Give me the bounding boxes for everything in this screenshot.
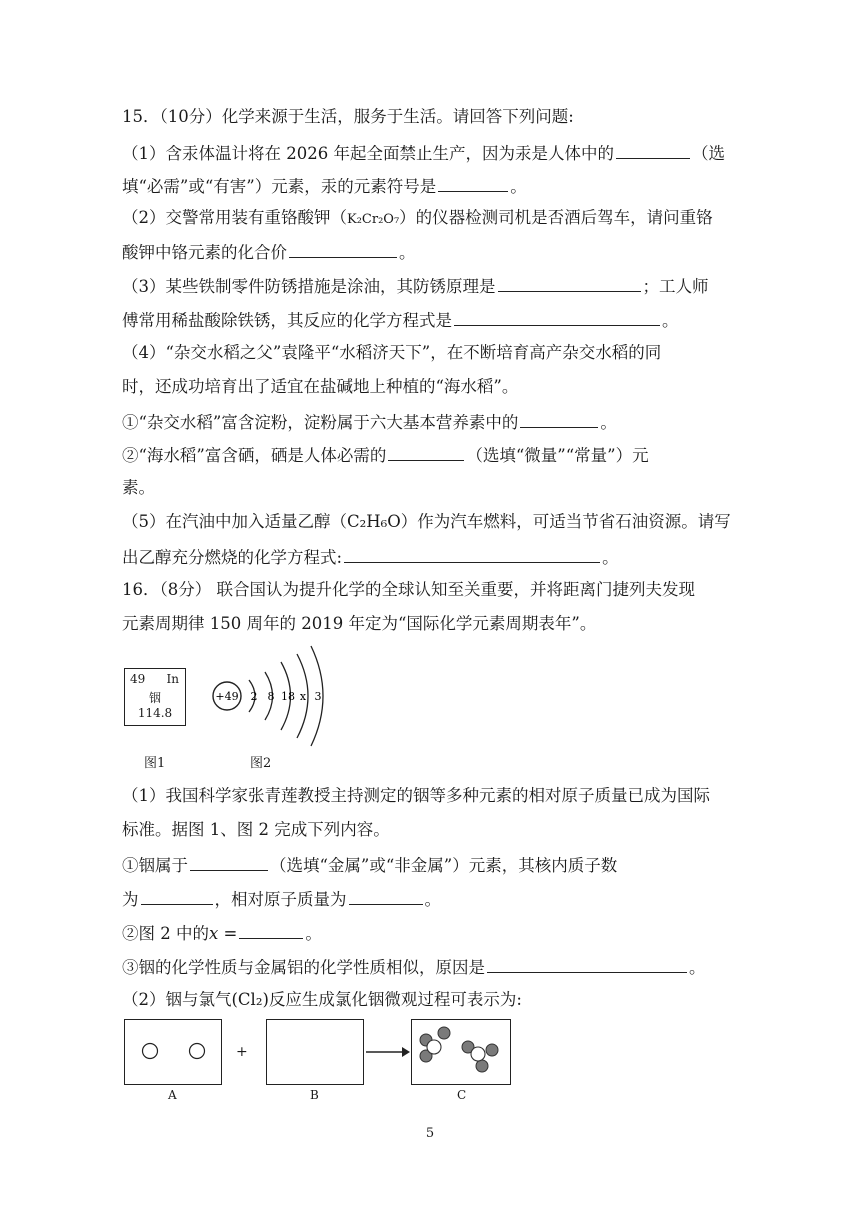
element-symbol: In [166, 672, 179, 686]
page-number: 5 [425, 1126, 435, 1141]
indium-atom [471, 1047, 485, 1061]
atomic-number: 49 [130, 672, 146, 686]
q15-p4-line2: 时，还成功培育出了适宜在盐碱地上种植的“海水稻”。 [122, 377, 519, 396]
answer-blank[interactable] [616, 142, 690, 159]
q15-p4-line5: 素。 [122, 478, 155, 497]
q15-p3-line2: 傅常用稀盐酸除铁锈，其反应的化学方程式是 。 [122, 311, 679, 330]
shell-4-electrons: x [299, 690, 307, 703]
answer-blank[interactable] [344, 546, 600, 563]
answer-blank[interactable] [239, 922, 303, 939]
answer-blank[interactable] [498, 275, 641, 292]
shell-2-electrons: 8 [267, 690, 275, 703]
reaction-box-a [124, 1019, 222, 1085]
indium-atom-circle [143, 1044, 158, 1059]
fig2-caption: 图2 [250, 756, 272, 771]
indium-atom-circle [190, 1044, 205, 1059]
q16-s2-line1: （2）铟与氯气(Cl₂)反应生成氯化铟微观过程可表示为: [122, 990, 522, 1009]
q15-p2-line2: 酸钾中铬元素的化合价 。 [122, 243, 416, 262]
q15-p4-line3: ①“杂交水稻”富含淀粉，淀粉属于六大基本营养素中的 。 [122, 413, 617, 432]
answer-blank[interactable] [289, 241, 397, 258]
element-name: 铟 [148, 691, 161, 705]
shell-1-electrons: 2 [250, 690, 258, 703]
q16-s1-line5: ②图 2 中的x = 。 [122, 924, 322, 943]
shell-3-electrons: 18 [281, 690, 295, 703]
q16-s1-line3: ①铟属于 （选填“金属”或“非金属”）元素，其核内质子数 [122, 856, 618, 875]
box-c-label: C [457, 1088, 467, 1102]
answer-blank[interactable] [190, 854, 268, 871]
indium-atom [427, 1040, 441, 1054]
formula-k2cr2o7: K₂Cr₂O₇ [347, 212, 400, 227]
q15-p1-line2: 填“必需”或“有害”）元素，汞的元素符号是 。 [122, 177, 527, 196]
q15-title: 15．（10分）化学来源于生活，服务于生活。请回答下列问题: [122, 107, 574, 126]
chlorine-atom [486, 1044, 498, 1056]
reaction-box-b [266, 1019, 364, 1085]
chlorine-atom [438, 1027, 450, 1039]
answer-blank[interactable] [487, 956, 687, 973]
reaction-box-c [411, 1019, 511, 1085]
q16-s1-line1: （1）我国科学家张青莲教授主持测定的铟等多种元素的相对原子质量已成为国际 [122, 786, 710, 805]
arrow-icon [366, 1046, 410, 1058]
fig1-caption: 图1 [144, 756, 166, 771]
answer-blank[interactable] [141, 888, 213, 905]
q15-p3-line1: （3）某些铁制零件防锈措施是涂油，其防锈原理是 ；工人师 [122, 277, 709, 296]
q15-p1-line1: （1）含汞体温计将在 2026 年起全面禁止生产，因为汞是人体中的 （选 [122, 144, 725, 163]
answer-blank[interactable] [349, 888, 423, 905]
shell-5-electrons: 3 [314, 690, 322, 703]
atom-structure-diagram [205, 640, 335, 750]
q16-s1-line6: ③铟的化学性质与金属铝的化学性质相似，原因是 。 [122, 958, 706, 977]
answer-blank[interactable] [438, 175, 508, 192]
q16-s1-line4: 为 ，相对原子质量为 。 [122, 890, 441, 909]
chlorine-atom [476, 1060, 488, 1072]
atomic-mass: 114.8 [137, 706, 173, 720]
q15-p5-line2: 出乙醇充分燃烧的化学方程式: 。 [122, 548, 619, 567]
box-a-label: A [168, 1088, 177, 1102]
nucleus-charge: +49 [215, 690, 239, 703]
plus-sign: + [236, 1044, 248, 1060]
q15-p4-line1: （4）“杂交水稻之父”袁隆平“水稻济天下”，在不断培育高产杂交水稻的同 [122, 343, 662, 362]
q16-title-line2: 元素周期律 150 周年的 2019 年定为“国际化学元素周期表年”。 [122, 614, 597, 633]
x-variable: x = [209, 924, 238, 943]
q15-p5-line1: （5）在汽油中加入适量乙醇（C₂H₆O）作为汽车燃料，可适当节省石油资源。请写 [122, 512, 731, 531]
answer-blank[interactable] [388, 444, 464, 461]
q16-s1-line2: 标准。据图 1、图 2 完成下列内容。 [122, 820, 390, 839]
answer-blank[interactable] [454, 309, 660, 326]
box-b-label: B [310, 1088, 319, 1102]
answer-blank[interactable] [520, 411, 598, 428]
q16-title-line1: 16．（8分） 联合国认为提升化学的全球认知至关重要，并将距离门捷列夫发现 [122, 580, 695, 599]
q15-p4-line4: ②“海水稻”富含硒，硒是人体必需的 （选填“微量”“常量”）元 [122, 446, 649, 465]
q15-p2-line1: （2）交警常用装有重铬酸钾（K₂Cr₂O₇）的仪器检测司机是否酒后驾车，请问重铬 [122, 208, 713, 227]
element-card [124, 668, 186, 726]
